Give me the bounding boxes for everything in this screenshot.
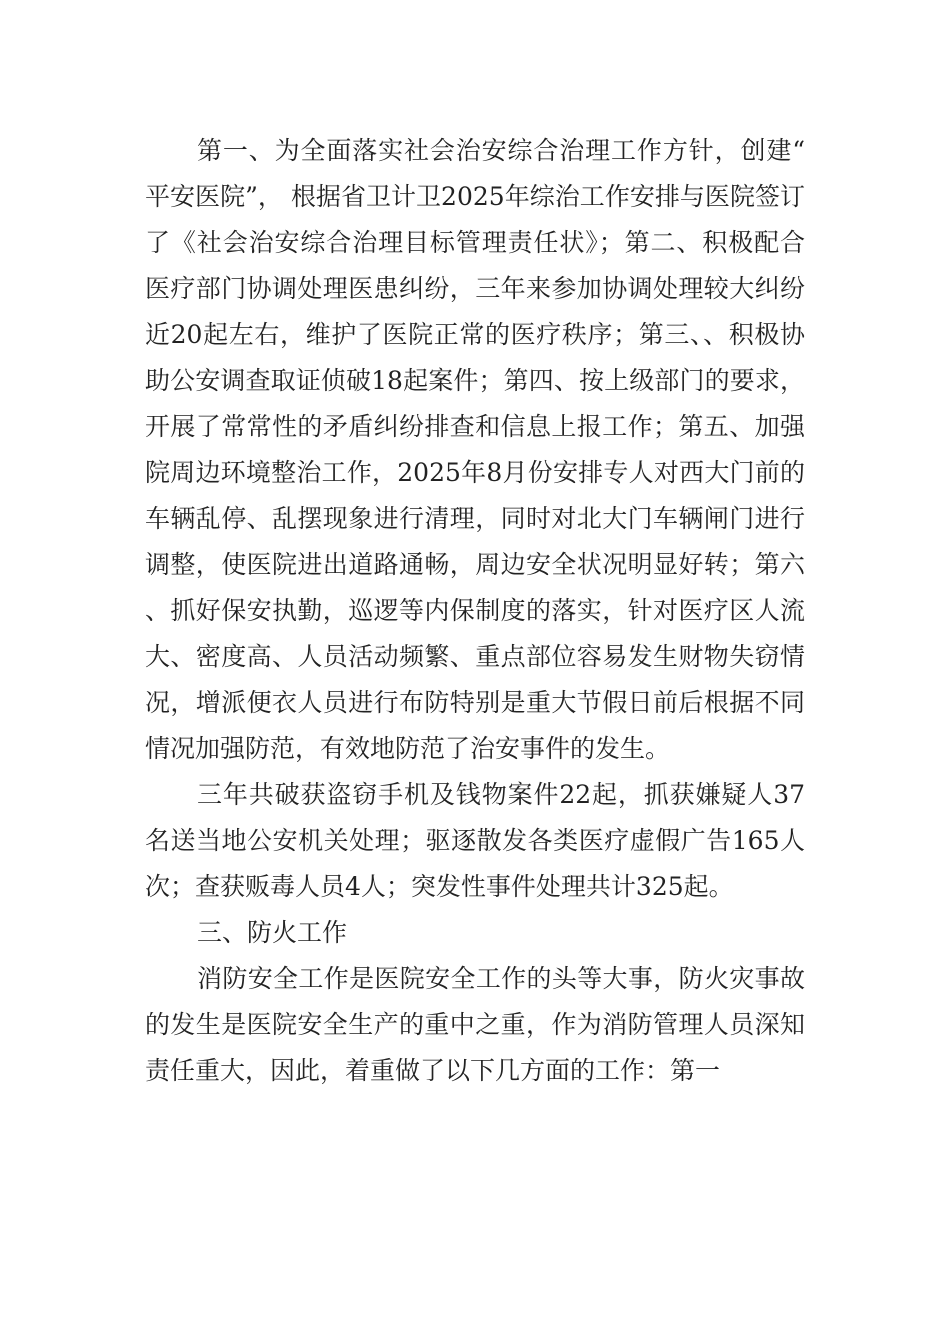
section-heading-fire-prevention: 三、防火工作 bbox=[197, 918, 348, 947]
paragraph-case-statistics: 三年共破获盗窃手机及钱物案件22起，抓获嫌疑人37名送当地公安机关处理；驱逐散发各类医疗虚假广告165人次；查获贩毒人员4人；突发性事件处理共计325起。 bbox=[145, 780, 805, 901]
paragraph-fire-safety: 消防安全工作是医院安全工作的头等大事，防火灾事故的发生是医院安全生产的重中之重，作为消防管理人员深知责任重大，因此，着重做了以下几方面的工作：第一 bbox=[145, 964, 805, 1085]
paragraph-security-measures: 第一、为全面落实社会治安综合治理工作方针，创建“平安医院”， 根据省卫计卫2025年综治工作安排与医院签订了《社会治安综合治理目标管理责任状》；第二、积极配合医疗部门协调处理医患纠纷，三年来参加协调处理较大纠纷近20起左右，维护了医院正常的医疗秩序；第三、、积极协助公安调查取证侦破18起案件；第四、按上级部门的要求，开展了常常性的矛盾纠纷排查和信息上报工作；第五、加强院周边环境整治工作，2025年8月份安排专人对西大门前的车辆乱停、乱摆现象进行清理，同时对北大门车辆闸门进行调整，使医院进出道路通畅，周边安全状况明显好转；第六、抓好保安执勤，巡逻等内保制度的落实，针对医疗区人流大、密度高、人员活动频繁、重点部位容易发生财物失窃情况，增派便衣人员进行布防特别是重大节假日前后根据不同情况加强防范，有效地防范了治安事件的发生。 bbox=[145, 136, 805, 763]
document-body bbox=[145, 128, 805, 1094]
